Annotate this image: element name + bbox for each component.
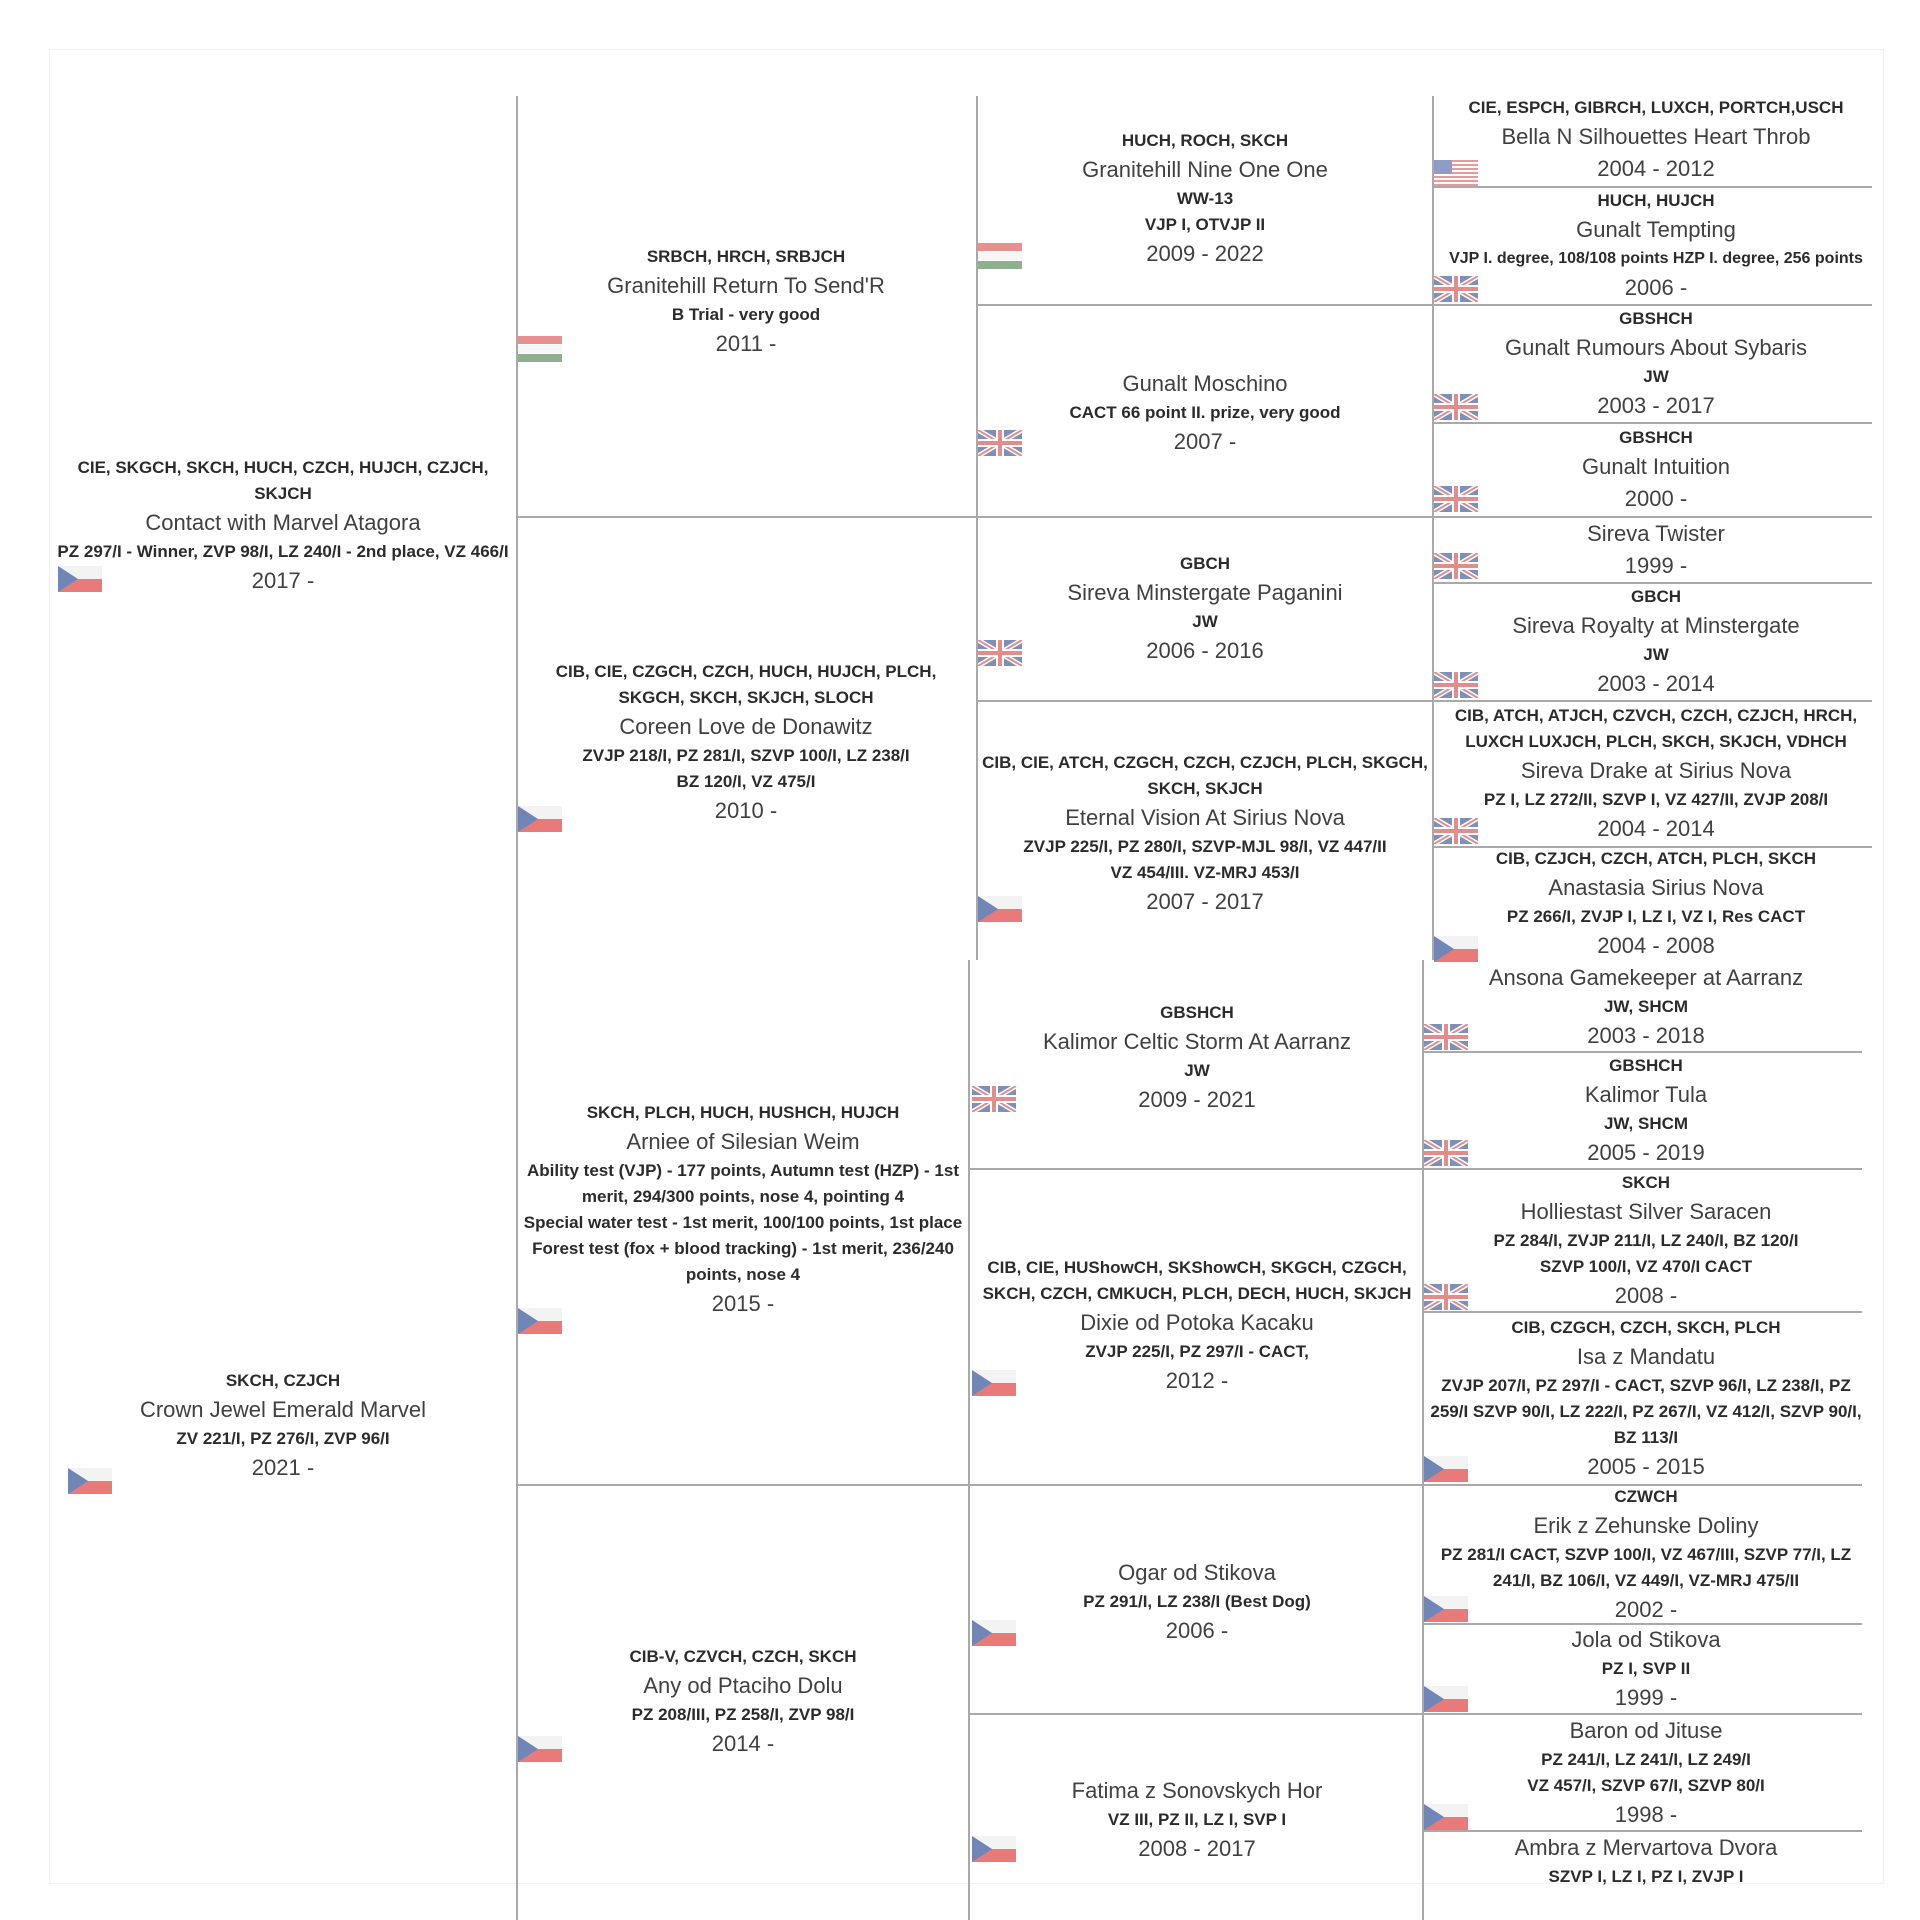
dog-card[interactable] [1436, 702, 1876, 846]
dog-results: PZ 241/I, LZ 241/I, LZ 249/I [1541, 1749, 1751, 1769]
dog-years: 2002 - [1614, 1596, 1678, 1622]
dog-name[interactable]: Baron od Jituse [1569, 1717, 1723, 1743]
dog-card[interactable] [522, 1090, 964, 1330]
dog-name[interactable]: Erik z Zehunske Doliny [1533, 1512, 1759, 1538]
dog-card[interactable] [982, 363, 1428, 463]
dog-titles: GBCH [1179, 554, 1231, 573]
dog-results: Ability test (VJP) - 177 points, Autumn test (HZP) - 1st merit, 294/300 points, nose 4, pointing 4 [527, 1161, 959, 1206]
dog-titles: SKCH [1621, 1172, 1671, 1192]
dog-titles: GBSHCH [1619, 309, 1693, 328]
uk-flag-icon [1434, 672, 1478, 698]
dog-years: 2007 - [1173, 429, 1237, 454]
dog-titles: GBCH [1630, 587, 1682, 606]
dog-name[interactable]: Gunalt Tempting [1576, 217, 1736, 242]
dog-name[interactable]: Gunalt Moschino [1122, 371, 1288, 396]
dog-years: 2021 - [251, 1455, 315, 1480]
dog-titles: CIE, ESPCH, GIBRCH, LUXCH, PORTCH,USCH [1468, 98, 1844, 117]
dog-card[interactable] [55, 1366, 511, 1486]
czech-flag-icon [978, 896, 1022, 922]
dog-years: 2006 - [1165, 1618, 1229, 1643]
dog-years: 2000 - [1624, 486, 1688, 511]
column-divider [516, 96, 518, 1920]
dog-results: VZ III, PZ II, LZ I, SVP I [1107, 1810, 1287, 1829]
dog-name[interactable]: Isa z Mandatu [1576, 1343, 1716, 1369]
dog-results: PZ 281/I CACT, SZVP 100/I, VZ 467/III, SZVP 77/I, LZ 241/I, BZ 106/I, VZ 449/I, VZ-MRJ 475/II [1440, 1544, 1852, 1590]
dog-card[interactable] [1436, 188, 1876, 304]
dog-results: JW, SHCM [1603, 996, 1689, 1016]
column-divider [1422, 960, 1424, 1920]
dog-years: 2010 - [714, 798, 778, 823]
dog-name[interactable]: Any od Ptaciho Dolu [643, 1673, 843, 1698]
dog-name[interactable]: Contact with Marvel Atagora [145, 510, 421, 535]
dog-years: 1998 - [1614, 1801, 1678, 1827]
dog-years: 2009 - 2021 [1138, 1087, 1256, 1112]
row-divider [968, 1713, 1424, 1715]
dog-name[interactable]: Kalimor Celtic Storm At Aarranz [1042, 1029, 1352, 1054]
dog-titles: SRBCH, HRCH, SRBJCH [646, 247, 846, 266]
dog-results: PZ I, SVP II [1601, 1659, 1691, 1678]
dog-name[interactable]: Eternal Vision At Sirius Nova [1065, 805, 1345, 830]
dog-results-extra: VZ 457/I, SZVP 67/I, SZVP 80/I [1527, 1775, 1765, 1795]
dog-results-extra: VJP I, OTVJP II [1144, 215, 1266, 234]
dog-years: 2008 - 2017 [1138, 1836, 1256, 1861]
dog-card[interactable] [55, 458, 511, 593]
column-divider [968, 960, 970, 1920]
dog-results: ZVJP 207/I, PZ 297/I - CACT, SZVP 96/I, LZ 238/I, PZ 259/I SZVP 90/I, LZ 222/I, PZ 267/I, VZ 412/I, SZVP 90/I, BZ 113/I [1430, 1375, 1862, 1447]
uk-flag-icon [1424, 1140, 1468, 1166]
uk-flag-icon [1434, 818, 1478, 844]
czech-flag-icon [1434, 936, 1478, 962]
dog-card[interactable] [1436, 306, 1876, 422]
dog-name[interactable]: Holliestast Silver Saracen [1520, 1198, 1772, 1224]
dog-years: 2011 - [715, 331, 777, 356]
dog-name[interactable]: Granitehill Return To Send'R [607, 273, 885, 298]
dog-name[interactable]: Coreen Love de Donawitz [619, 714, 873, 739]
dog-name[interactable]: Sireva Twister [1587, 521, 1725, 546]
row-divider [516, 1484, 970, 1486]
dog-titles: SKCH, PLCH, HUCH, HUSHCH, HUJCH [586, 1103, 900, 1122]
uk-flag-icon [972, 1086, 1016, 1112]
dog-card[interactable] [974, 1552, 1420, 1652]
dog-results: JW, SHCM [1603, 1113, 1689, 1133]
dog-results: JW [1184, 1061, 1210, 1080]
dog-years: 2004 - 2012 [1597, 156, 1715, 181]
dog-name[interactable]: Gunalt Intuition [1582, 454, 1730, 479]
czech-flag-icon [68, 1468, 112, 1494]
dog-titles: HUCH, HUJCH [1597, 191, 1715, 210]
czech-flag-icon [1424, 1456, 1468, 1482]
row-divider [516, 516, 976, 518]
dog-titles: SKCH, CZJCH [225, 1371, 341, 1390]
dog-results: ZVJP 225/I, PZ 280/I, SZVP-MJL 98/I, VZ 447/II [1023, 837, 1387, 856]
dog-name[interactable]: Granitehill Nine One One [1082, 157, 1328, 182]
dog-results: PZ 291/I, LZ 238/I (Best Dog) [1083, 1592, 1311, 1611]
dog-titles: CZWCH [1614, 1486, 1678, 1506]
dog-years: 2017 - [251, 568, 315, 593]
dog-titles: CIB, CIE, CZGCH, CZCH, HUCH, HUJCH, PLCH, SKGCH, SKCH, SKJCH, SLOCH [555, 662, 937, 707]
dog-card[interactable] [982, 124, 1428, 274]
dog-card[interactable] [1426, 1486, 1866, 1623]
uk-flag-icon [978, 430, 1022, 456]
dog-results: JW [1643, 367, 1669, 386]
dog-name[interactable]: Kalimor Tula [1584, 1081, 1708, 1107]
dog-years: 2012 - [1165, 1368, 1229, 1393]
dog-results-extra: Special water test - 1st merit, 100/100 points, 1st place Forest test (fox + blood tracking) - 1st merit, 236/240 points, nose 4 [523, 1213, 963, 1284]
dog-titles: GBSHCH [1609, 1055, 1683, 1075]
dog-results: JW [1643, 645, 1669, 664]
uk-flag-icon [1434, 486, 1478, 512]
dog-titles: HUCH, ROCH, SKCH [1121, 131, 1289, 150]
dog-titles: GBSHCH [1619, 428, 1693, 447]
czech-flag-icon [58, 566, 102, 592]
dog-card[interactable] [1436, 848, 1876, 960]
dog-results: B Trial - very good [671, 305, 821, 324]
dog-results: PZ I, LZ 272/II, SZVP I, VZ 427/II, ZVJP 208/I [1483, 790, 1829, 809]
czech-flag-icon [518, 1308, 562, 1334]
dog-years: 2005 - 2015 [1587, 1453, 1705, 1479]
dog-name[interactable]: Ambra z Mervartova Dvora [1514, 1835, 1778, 1860]
czech-flag-icon [1424, 1804, 1468, 1830]
dog-card[interactable] [1426, 1715, 1866, 1830]
dog-name[interactable]: Sireva Minstergate Paganini [1067, 580, 1343, 605]
dog-years: 2006 - [1624, 275, 1688, 300]
dog-name[interactable]: Ansona Gamekeeper at Aarranz [1488, 964, 1804, 990]
dog-name[interactable]: Ogar od Stikova [1118, 1560, 1276, 1585]
dog-results: PZ 208/III, PZ 258/I, ZVP 98/I [631, 1705, 855, 1724]
czech-flag-icon [1424, 1596, 1468, 1622]
dog-card[interactable] [1426, 1832, 1866, 1892]
dog-results-extra: BZ 120/I, VZ 475/I [676, 772, 816, 791]
uk-flag-icon [1434, 553, 1478, 579]
dog-card[interactable] [1436, 518, 1876, 582]
dog-card[interactable] [1426, 1170, 1866, 1311]
dog-results: CACT 66 point II. prize, very good [1069, 403, 1341, 422]
dog-titles: CIB, CZJCH, CZCH, ATCH, PLCH, SKCH [1495, 849, 1817, 868]
dog-years: 2004 - 2008 [1597, 933, 1715, 958]
dog-name[interactable]: Jola od Stikova [1571, 1627, 1721, 1652]
dog-years: 1999 - [1624, 553, 1688, 578]
uk-flag-icon [978, 640, 1022, 666]
row-divider [968, 1168, 1424, 1170]
dog-results-extra: VZ 454/III. VZ-MRJ 453/I [1110, 863, 1300, 882]
dog-titles: CIE, SKGCH, SKCH, HUCH, CZCH, HUJCH, CZJCH, SKJCH [77, 458, 489, 503]
dog-titles: CIB, ATCH, ATJCH, CZVCH, CZCH, CZJCH, HRCH, LUXCH LUXJCH, PLCH, SKCH, SKJCH, VDHCH [1454, 706, 1858, 751]
dog-results: PZ 266/I, ZVJP I, LZ I, VZ I, Res CACT [1506, 907, 1806, 926]
dog-card[interactable] [522, 1642, 964, 1762]
row-divider [968, 1484, 1424, 1486]
dog-results: ZV 221/I, PZ 276/I, ZVP 96/I [176, 1429, 390, 1448]
czech-flag-icon [1424, 1686, 1468, 1712]
dog-years: 2005 - 2019 [1587, 1139, 1705, 1165]
uk-flag-icon [1424, 1024, 1468, 1050]
dog-years: 2004 - 2014 [1597, 816, 1715, 841]
dog-years: 2014 - [711, 1731, 775, 1756]
dog-titles: CIB, CIE, HUShowCH, SKShowCH, SKGCH, CZGCH, SKCH, CZCH, CMKUCH, PLCH, DECH, HUCH, SKJCH [982, 1258, 1412, 1303]
dog-titles: CIB-V, CZVCH, CZCH, SKCH [629, 1647, 857, 1666]
dog-card[interactable] [522, 242, 970, 362]
dog-results: WW-13 [1176, 189, 1234, 208]
dog-name[interactable]: Gunalt Rumours About Sybaris [1504, 335, 1808, 360]
dog-years: 2003 - 2017 [1597, 393, 1715, 418]
dog-results: JW [1192, 612, 1218, 631]
czech-flag-icon [518, 1736, 562, 1762]
dog-name[interactable]: Crown Jewel Emerald Marvel [139, 1397, 427, 1422]
row-divider [976, 516, 1432, 518]
dog-card[interactable] [1436, 424, 1876, 516]
dog-name[interactable]: Fatima z Sonovskych Hor [1071, 1778, 1323, 1803]
dog-results: SZVP I, LZ I, PZ I, ZVJP I [1548, 1867, 1744, 1886]
dog-name[interactable]: Anastasia Sirius Nova [1548, 875, 1764, 900]
dog-card[interactable] [1426, 1313, 1866, 1484]
dog-card[interactable] [1436, 92, 1876, 188]
dog-name[interactable]: Bella N Silhouettes Heart Throb [1501, 124, 1811, 149]
dog-results: ZVJP 218/I, PZ 281/I, SZVP 100/I, LZ 238/I [582, 746, 910, 765]
uk-flag-icon [1424, 1284, 1468, 1310]
dog-titles: CIB, CIE, ATCH, CZGCH, CZCH, CZJCH, PLCH, SKGCH, SKCH, SKJCH [982, 753, 1428, 798]
dog-card[interactable] [982, 744, 1428, 924]
dog-name[interactable]: Arniee of Silesian Weim [626, 1129, 860, 1154]
dog-card[interactable] [974, 1256, 1420, 1396]
dog-years: 2009 - 2022 [1146, 241, 1264, 266]
dog-card[interactable] [982, 549, 1428, 669]
dog-card[interactable] [522, 658, 970, 828]
dog-name[interactable]: Sireva Royalty at Minstergate [1512, 613, 1800, 638]
dog-titles: CIB, CZGCH, CZCH, SKCH, PLCH [1511, 1317, 1781, 1337]
dog-years: 2006 - 2016 [1146, 638, 1264, 663]
uk-flag-icon [1434, 276, 1478, 302]
dog-card[interactable] [1436, 584, 1876, 700]
hungarian-flag-icon [978, 243, 1022, 269]
dog-name[interactable]: Sireva Drake at Sirius Nova [1520, 758, 1792, 783]
dog-results: VJP I. degree, 108/108 points HZP I. degree, 256 points [1449, 250, 1863, 267]
dog-years: 2007 - 2017 [1146, 889, 1264, 914]
dog-titles: GBSHCH [1160, 1003, 1234, 1022]
dog-results: PZ 284/I, ZVJP 211/I, LZ 240/I, BZ 120/I [1493, 1230, 1799, 1250]
hungarian-flag-icon [518, 336, 562, 362]
dog-results: PZ 297/I - Winner, ZVP 98/I, LZ 240/I - 2nd place, VZ 466/I [57, 542, 509, 561]
dog-card[interactable] [974, 1770, 1420, 1870]
uk-flag-icon [1434, 394, 1478, 420]
czech-flag-icon [972, 1620, 1016, 1646]
dog-card[interactable] [974, 998, 1420, 1118]
dog-years: 2003 - 2018 [1587, 1022, 1705, 1048]
dog-results-extra: SZVP 100/I, VZ 470/I CACT [1539, 1256, 1753, 1276]
row-divider [976, 700, 1432, 702]
dog-name[interactable]: Dixie od Potoka Kacaku [1080, 1310, 1314, 1335]
dog-years: 1999 - [1614, 1685, 1678, 1710]
dog-results: ZVJP 225/I, PZ 297/I - CACT, [1085, 1342, 1309, 1361]
dog-card[interactable] [1426, 962, 1866, 1051]
column-divider [976, 96, 978, 960]
row-divider [976, 304, 1432, 306]
czech-flag-icon [972, 1370, 1016, 1396]
dog-years: 2003 - 2014 [1597, 671, 1715, 696]
dog-card[interactable] [1426, 1053, 1866, 1168]
usa-flag-icon [1434, 160, 1478, 186]
czech-flag-icon [972, 1836, 1016, 1862]
dog-card[interactable] [1426, 1625, 1866, 1713]
dog-years: 2015 - [711, 1291, 775, 1316]
czech-flag-icon [518, 806, 562, 832]
dog-years: 2008 - [1614, 1282, 1678, 1308]
